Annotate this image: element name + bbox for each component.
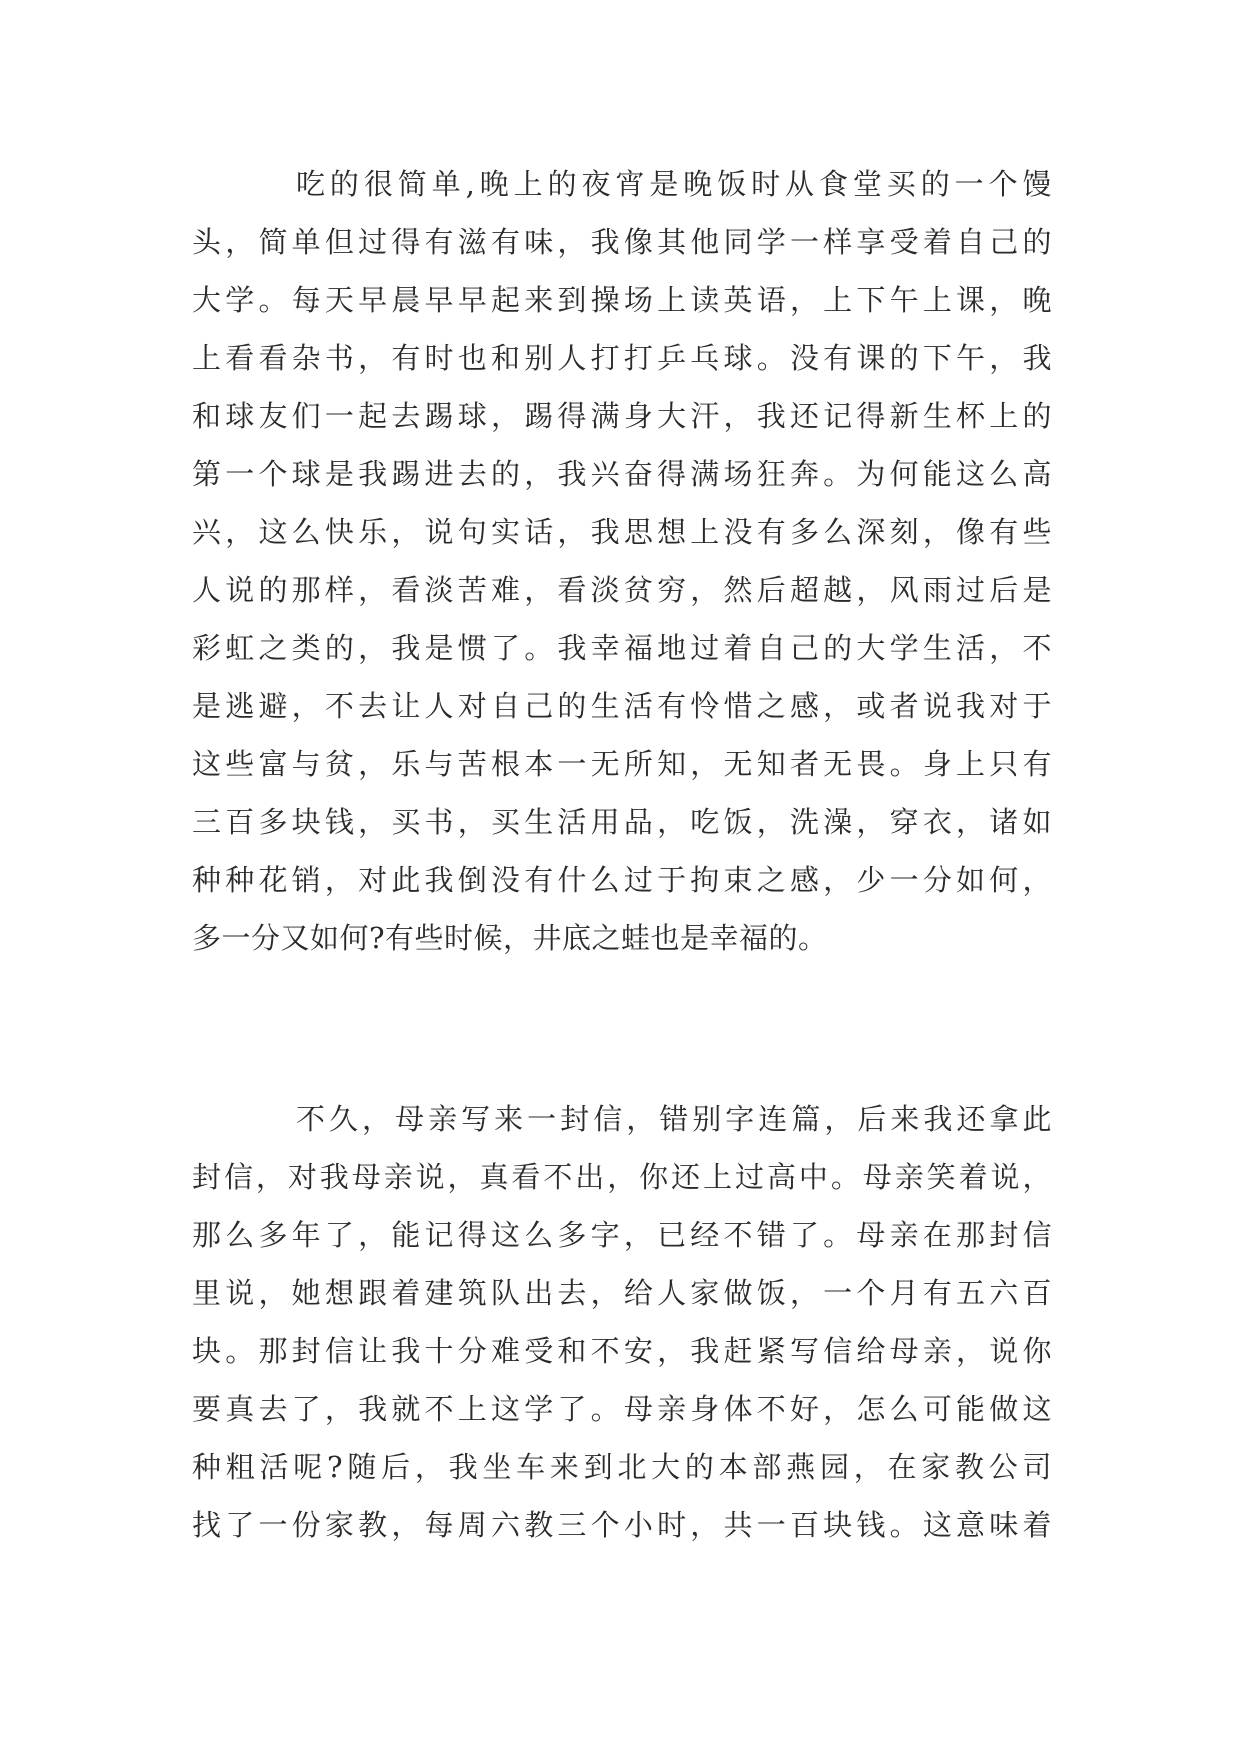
- paragraph-1: [192, 155, 1052, 967]
- text-line: 块。那封信让我十分难受和不安，我赶紧写信给母亲，说你: [192, 1334, 1052, 1368]
- text-line: 不久，母亲写来一封信，错别字连篇，后来我还拿此: [296, 1102, 1052, 1136]
- text-line: 上看看杂书，有时也和别人打打乒乓球。没有课的下午，我: [192, 341, 1052, 375]
- text-line: 那么多年了，能记得这么多字，已经不错了。母亲在那封信: [192, 1218, 1052, 1252]
- text-line: 大学。每天早晨早早起来到操场上读英语，上下午上课，晚: [192, 283, 1052, 317]
- text-line: 三百多块钱，买书，买生活用品，吃饭，洗澡，穿衣，诸如: [192, 805, 1052, 839]
- text-line: 人说的那样，看淡苦难，看淡贫穷，然后超越，风雨过后是: [192, 573, 1052, 607]
- paragraph-2: [192, 1090, 1052, 1554]
- text-line: 要真去了，我就不上这学了。母亲身体不好，怎么可能做这: [192, 1392, 1052, 1426]
- text-line: 种种花销，对此我倒没有什么过于拘束之感，少一分如何，: [192, 863, 1052, 897]
- text-line: 是逃避，不去让人对自己的生活有怜惜之感，或者说我对于: [192, 689, 1052, 723]
- text-line: 找了一份家教，每周六教三个小时，共一百块钱。这意味着: [192, 1508, 1052, 1542]
- text-line: 吃的很简单,晚上的夜宵是晚饭时从食堂买的一个馒: [296, 167, 1052, 201]
- text-line: 封信，对我母亲说，真看不出，你还上过高中。母亲笑着说，: [192, 1160, 1052, 1194]
- text-line: 兴，这么快乐，说句实话，我思想上没有多么深刻，像有些: [192, 515, 1052, 549]
- text-line: 种粗活呢?随后，我坐车来到北大的本部燕园，在家教公司: [192, 1450, 1052, 1484]
- text-line: 头，简单但过得有滋有味，我像其他同学一样享受着自己的: [192, 225, 1052, 259]
- text-line: 第一个球是我踢进去的，我兴奋得满场狂奔。为何能这么高: [192, 457, 1052, 491]
- text-line-last: 多一分又如何?有些时候，井底之蛙也是幸福的。: [192, 921, 828, 955]
- text-line: 里说，她想跟着建筑队出去，给人家做饭，一个月有五六百: [192, 1276, 1052, 1310]
- text-line: 这些富与贫，乐与苦根本一无所知，无知者无畏。身上只有: [192, 747, 1052, 781]
- text-line: 彩虹之类的，我是惯了。我幸福地过着自己的大学生活，不: [192, 631, 1052, 665]
- text-line: 和球友们一起去踢球，踢得满身大汗，我还记得新生杯上的: [192, 399, 1052, 433]
